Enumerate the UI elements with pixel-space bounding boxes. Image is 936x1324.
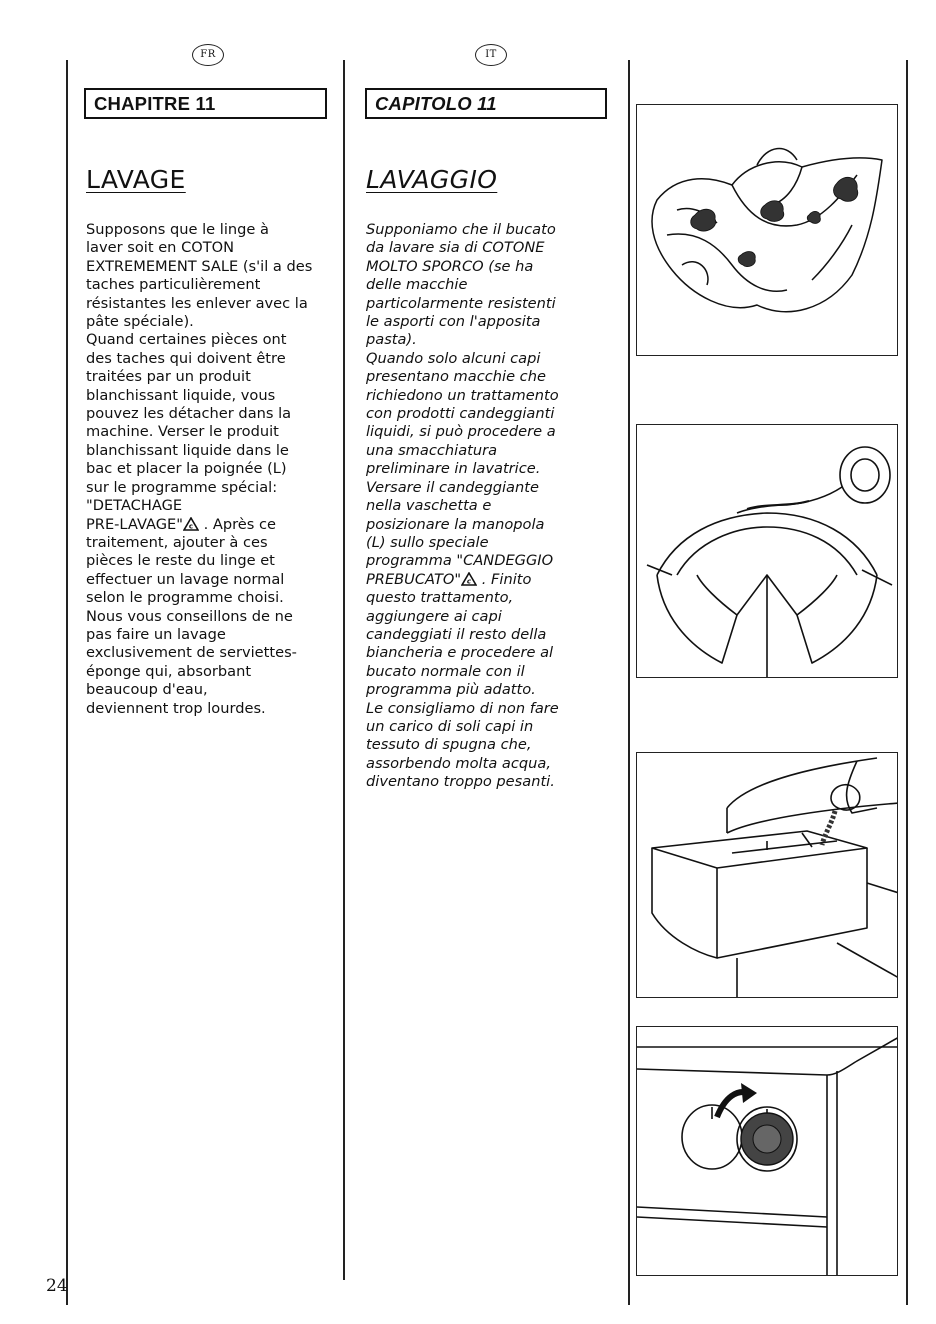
body-text-fr-part2: . Après ce traitement, ajouter à ces pièces le reste du linge et effectuer un lavage normal selon le programme choisi. Nous vous conseillons de ne pas faire un lavage exclusivement de serviettes- éponge qui, absorbant beaucoup d'eau, deviennent trop lourdes. <box>86 515 297 717</box>
svg-text:c: c <box>188 522 194 530</box>
stained-laundry-illustration <box>637 105 898 356</box>
figure-pouring-drawer <box>636 752 898 998</box>
column-rule-left <box>66 60 68 1305</box>
selector-knob-illustration <box>637 1027 898 1276</box>
lang-code-it: IT <box>475 44 507 66</box>
body-text-it-part1: Supponiamo che il bucato da lavare sia di COTONE MOLTO SPORCO (se ha delle macchie particolarmente resistenti le asporti con l'apposita pasta). Quando solo alcuni capi presentano macchie che richiedono un trattamento con prodotti candeggianti liquidi, si può procedere a una smacchiatura preliminare in lavatrice. Versare il candeggiante nella vaschetta e posizionare la manopola (L) sullo speciale programma "CANDEGGIO PREBUCATO" <box>366 221 559 588</box>
column-rule-far-right <box>906 60 908 1305</box>
column-rule-middle <box>343 60 345 1280</box>
lang-code-fr: FR <box>192 44 224 66</box>
figure-selector-knob <box>636 1026 898 1276</box>
pouring-drawer-illustration <box>637 753 898 998</box>
bleach-collar-illustration <box>637 425 898 678</box>
chapter-title-it: CAPITOLO 11 <box>365 88 607 119</box>
warning-triangle-icon <box>183 517 199 531</box>
column-rule-right <box>628 60 630 1305</box>
warning-triangle-icon <box>461 572 477 586</box>
body-text-it <box>366 221 622 792</box>
figure-bleach-collar <box>636 424 898 678</box>
body-text-it-part2: . Finito questo trattamento, aggiungere ai capi candeggiati il resto della biancheria e procedere al bucato normale con il programma più adatto. Le consigliamo di non fare un carico di soli capi in tessuto di spugna che, assorbendo molta acqua, diventano troppo pesanti. <box>366 570 559 791</box>
body-text-fr <box>86 221 341 718</box>
page-number: 24 <box>46 1276 68 1296</box>
body-text-fr-part1: Supposons que le linge à laver soit en COTON EXTREMEMENT SALE (s'il a des taches particulièrement résistantes les enlever avec la pâte spéciale). Quand certaines pièces ont des taches qui doivent être traitées par un produit blanchissant liquide, vous pouvez les détacher dans la machine. Verser le produit blanchissant liquide dans le bac et placer la poignée (L) sur le programme spécial: "DETACHAGE PRE-LAVAGE" <box>86 221 313 533</box>
svg-text:c: c <box>467 577 472 586</box>
section-heading-it: LAVAGGIO <box>366 165 498 194</box>
chapter-title-fr: CHAPITRE 11 <box>84 88 327 119</box>
section-heading-fr: LAVAGE <box>86 165 186 194</box>
figure-stained-laundry <box>636 104 898 356</box>
